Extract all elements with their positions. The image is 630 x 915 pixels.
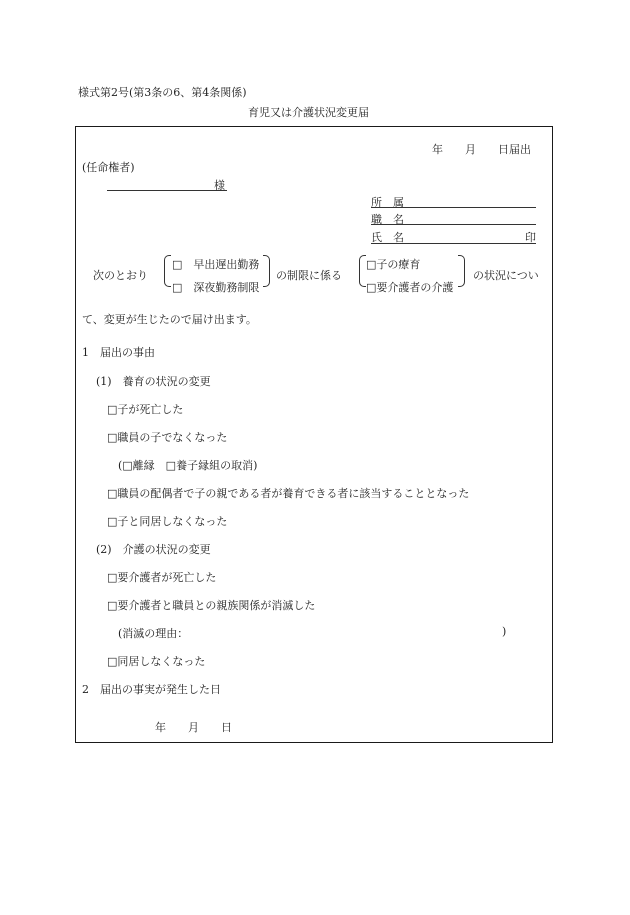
form-box: [75, 126, 553, 743]
option-early-late[interactable]: □ 早出遅出勤務: [172, 258, 260, 271]
checkbox-care-not-cohabiting[interactable]: □同居しなくなった: [107, 655, 206, 668]
honorific-sama: 様: [214, 179, 225, 192]
section2-heading: 2 届出の事実が発生した日: [82, 683, 221, 696]
statement-prefix: 次のとおり: [93, 269, 148, 282]
right-bracket-close: [458, 255, 465, 287]
extinction-reason-field[interactable]: (消滅の理由：: [118, 627, 189, 640]
right-bracket-open: [359, 255, 366, 287]
option-child-care[interactable]: □子の療育: [366, 258, 421, 271]
checkbox-relation-ended[interactable]: □要介護者と職員との親族関係が消滅した: [107, 599, 316, 612]
form-number: 様式第2号(第3条の6、第4条関係): [78, 86, 247, 99]
seal-mark: 印: [525, 231, 536, 244]
checkbox-spouse-can-raise[interactable]: □職員の配偶者で子の親である者が養育できる者に該当することとなった: [107, 487, 470, 500]
affiliation-label: 所 属: [371, 196, 404, 209]
statement-continuation: て、変更が生じたので届け出ます。: [82, 313, 257, 326]
extinction-reason-close: ): [502, 625, 507, 638]
position-label: 職 名: [371, 213, 404, 226]
position-line[interactable]: [371, 224, 536, 225]
option-nursing-care[interactable]: □要介護者の介護: [366, 281, 454, 294]
appointer-label: (任命権者): [82, 161, 135, 174]
sub2-heading: (2) 介護の状況の変更: [96, 543, 211, 556]
checkbox-child-not-cohabiting[interactable]: □子と同居しなくなった: [107, 515, 228, 528]
affiliation-line[interactable]: [371, 207, 536, 208]
left-bracket-close: [263, 255, 270, 287]
option-night-limit[interactable]: □ 深夜勤務制限: [172, 281, 260, 294]
appointer-name-line[interactable]: [107, 190, 227, 191]
form-title: 育児又は介護状況変更届: [248, 106, 369, 119]
checkbox-no-longer-child[interactable]: □職員の子でなくなった: [107, 431, 228, 444]
statement-suffix: の状況につい: [473, 269, 539, 282]
checkbox-child-died[interactable]: □子が死亡した: [107, 403, 184, 416]
left-bracket-open: [164, 255, 171, 287]
sub1-heading: (1) 養育の状況の変更: [96, 375, 211, 388]
occurrence-date[interactable]: 年 月 日: [155, 721, 232, 734]
section1-heading: 1 届出の事由: [82, 346, 155, 359]
statement-middle: の制限に係る: [276, 269, 342, 282]
name-line[interactable]: [371, 243, 536, 244]
submission-date[interactable]: 年 月 日届出: [432, 143, 531, 156]
checkbox-care-recipient-died[interactable]: □要介護者が死亡した: [107, 571, 217, 584]
checkbox-adoption-reason[interactable]: (□離縁 □養子縁組の取消): [118, 459, 258, 472]
name-label: 氏 名: [371, 231, 404, 244]
